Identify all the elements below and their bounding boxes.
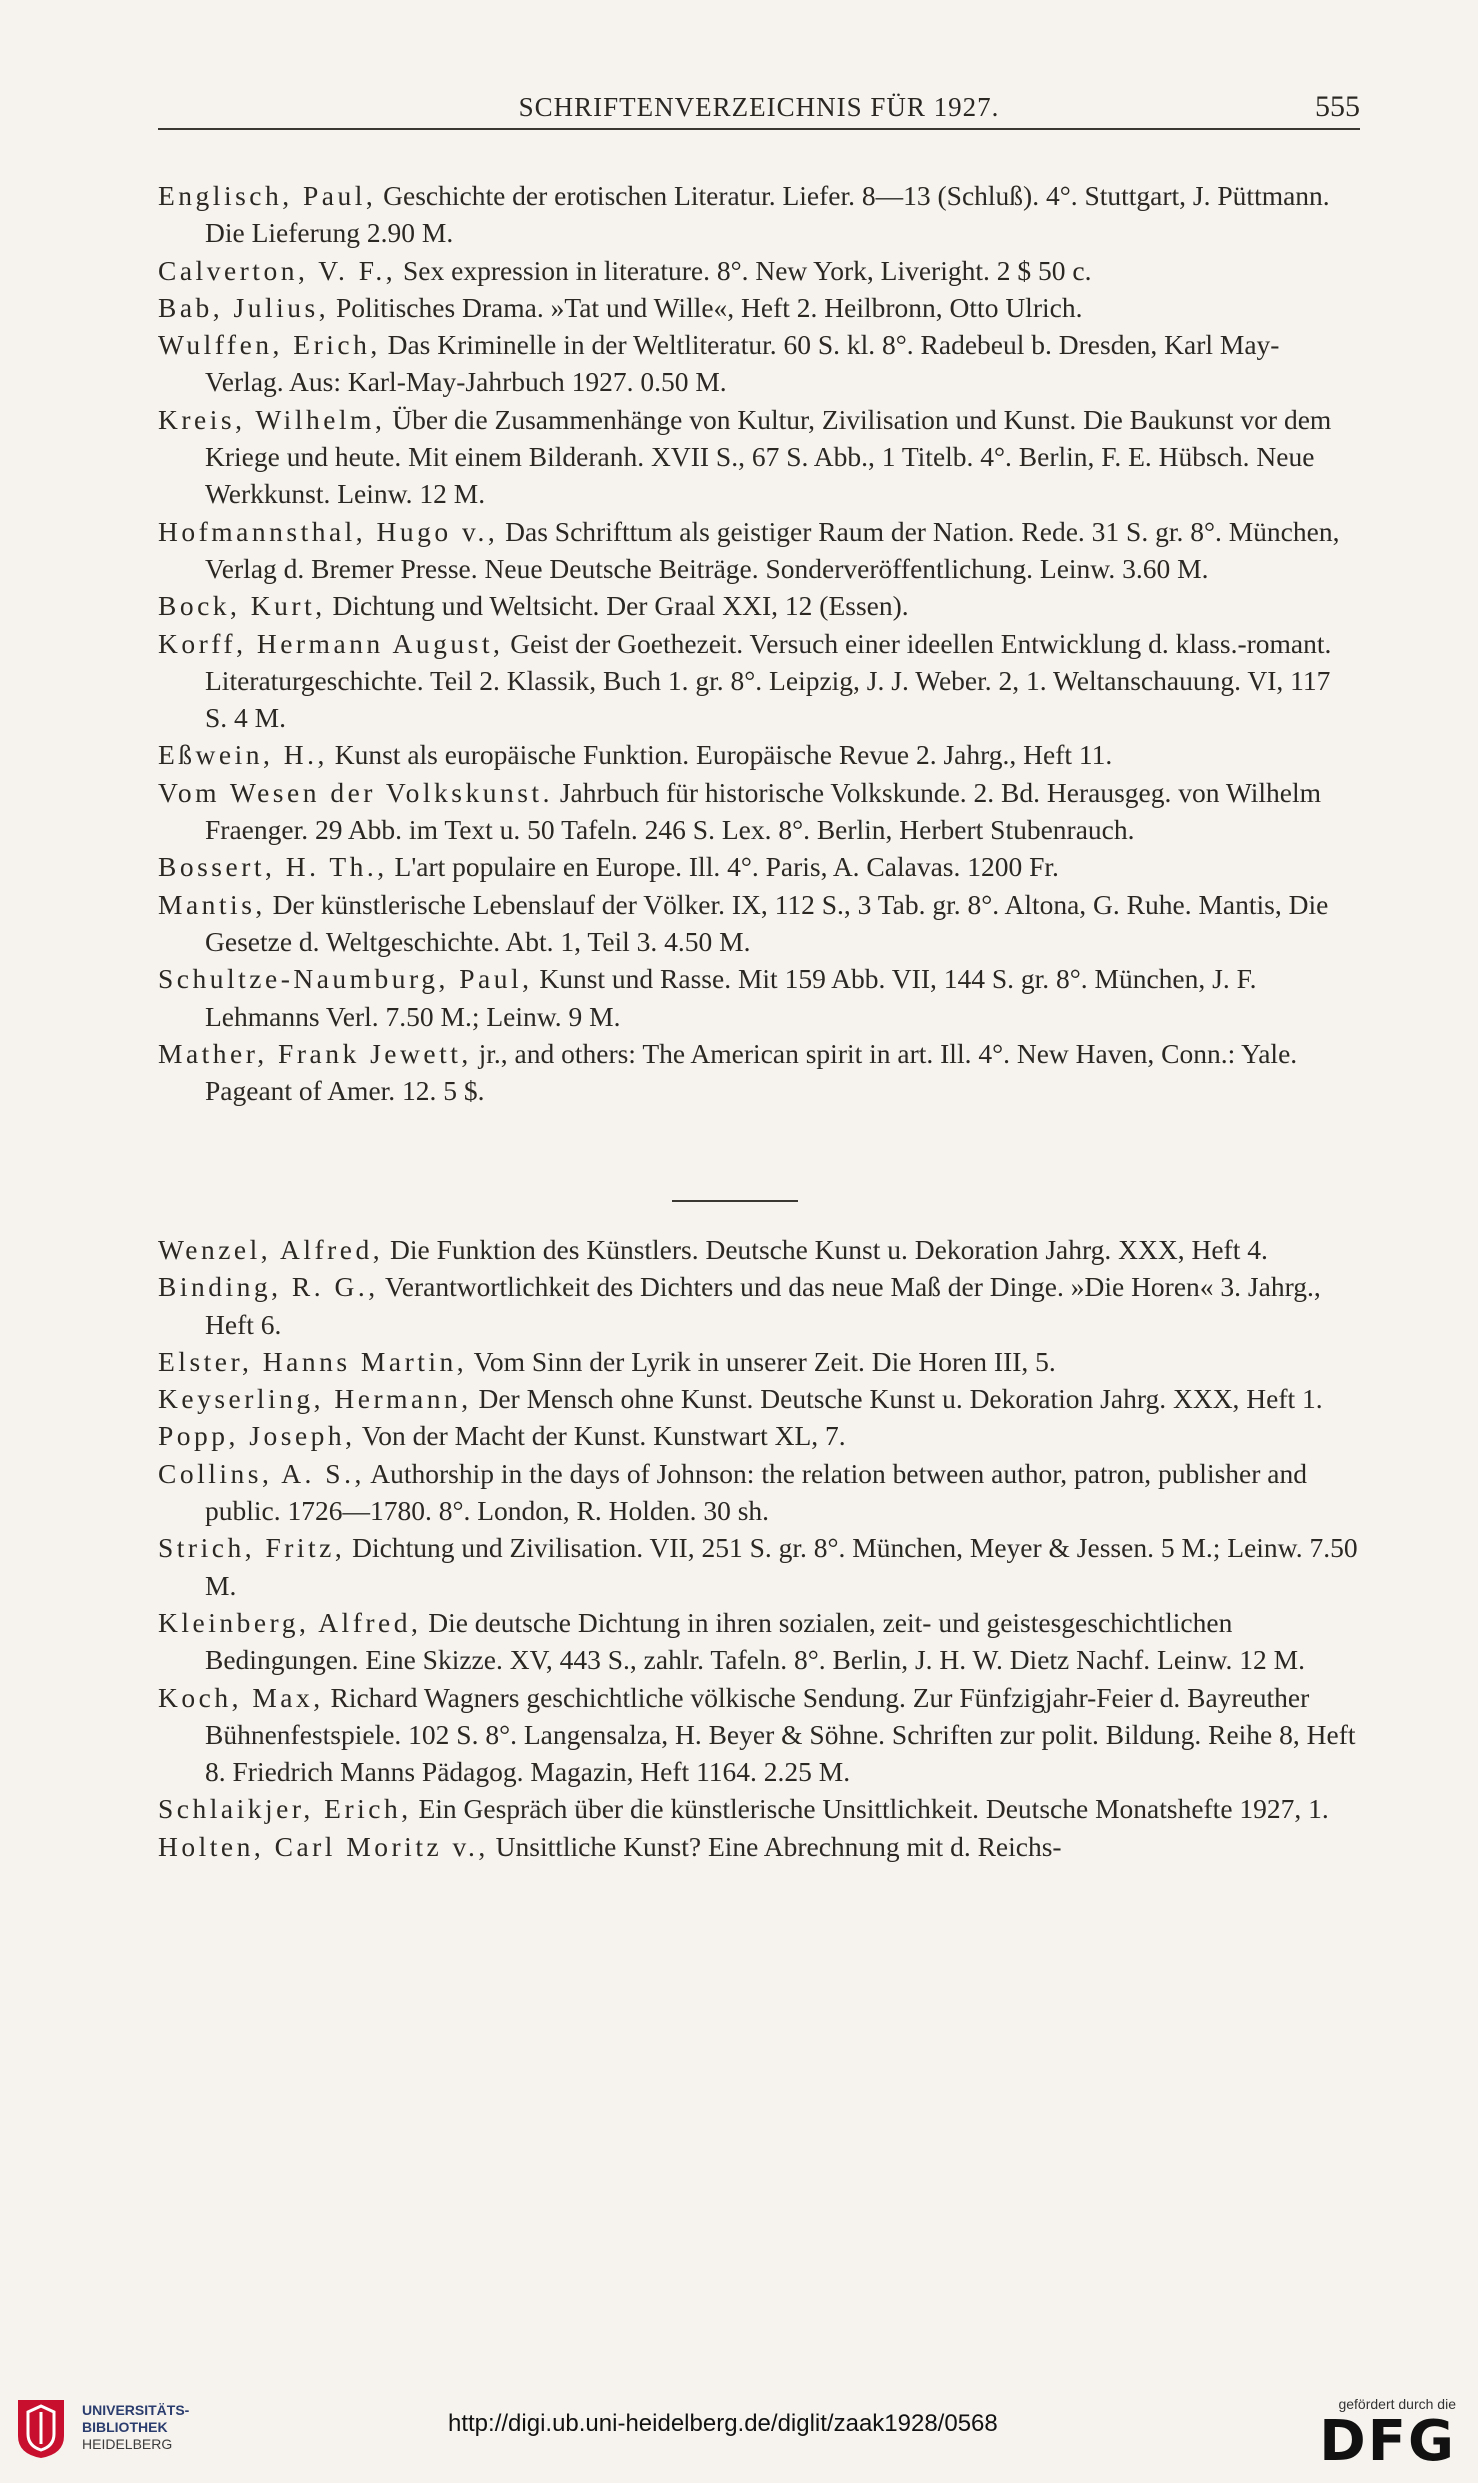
entry-text: Jahrbuch für historische Volkskunde. 2. Bd. Herausgeg. von Wilhelm Fraenger. 29 Abb. im Text u. 50 Tafeln. 246 S. Lex. 8°. Berlin, Herbert Stubenrauch. <box>205 776 1321 846</box>
bibliography-entry <box>158 252 1358 289</box>
library-name-line2: BIBLIOTHEK <box>82 2419 168 2435</box>
bibliography-entry <box>158 774 1358 849</box>
entry-author: Bock, Kurt, <box>158 590 326 622</box>
entry-text: Der künstlerische Lebenslauf der Völker. IX, 112 S., 3 Tab. gr. 8°. Altona, G. Ruhe. Mantis, Die Gesetze d. Weltgeschichte. Abt. 1, Teil 3. 4.50 M. <box>205 888 1329 957</box>
section-divider <box>672 1200 798 1202</box>
running-title: SCHRIFTENVERZEICHNIS FÜR 1927. <box>518 92 1000 122</box>
bibliography-entry <box>158 1380 1358 1417</box>
entry-author: Mantis, <box>158 888 266 920</box>
bibliography-entry <box>158 1828 1358 1865</box>
entry-text: Richard Wagners geschichtliche völkische Sendung. Zur Fünfzigjahr-Feier d. Bayreuther Bühnenfestspiele. 102 S. 8°. Langensalza, H. Beyer & Söhne. Schriften zur polit. Bildung. Reihe 8, Heft 8. Friedrich Manns Pädagog. Magazin, Heft 1164. 2.25 M. <box>205 1681 1356 1788</box>
bibliography-entry <box>158 1231 1358 1268</box>
entry-text: Von der Macht der Kunst. Kunstwart XL, 7. <box>361 1420 846 1452</box>
entry-text: Der Mensch ohne Kunst. Deutsche Kunst u. Dekoration Jahrg. XXX, Heft 1. <box>478 1383 1323 1415</box>
funding-note: gefördert durch die <box>1338 2396 1456 2412</box>
entry-author: Keyserling, Hermann, <box>158 1383 472 1415</box>
bibliography-entry <box>158 513 1358 588</box>
bibliography-entry <box>158 1455 1358 1530</box>
entry-text: Das Schrifttum als geistiger Raum der Nation. Rede. 31 S. gr. 8°. München, Verlag d. Bremer Presse. Neue Deutsche Beiträge. Sonderveröffentlichung. Leinw. 3.60 M. <box>205 515 1340 584</box>
entry-author: Strich, Fritz, <box>158 1532 346 1564</box>
entry-author: Koch, Max, <box>158 1681 324 1713</box>
entry-text: Verantwortlichkeit des Dichters und das neue Maß der Dinge. »Die Horen« 3. Jahrg., Heft 6. <box>205 1271 1321 1340</box>
entry-author: Elster, Hanns Martin, <box>158 1345 468 1377</box>
library-name-line3: HEIDELBERG <box>82 2436 173 2452</box>
permalink-url[interactable]: http://digi.ub.uni-heidelberg.de/diglit/zaak1928/0568 <box>448 2410 998 2437</box>
entry-author: Eßwein, H., <box>158 739 328 771</box>
bibliography-entry <box>158 1268 1358 1343</box>
entry-text: Ein Gespräch über die künstlerische Unsittlichkeit. Deutsche Monatshefte 1927, 1. <box>418 1793 1329 1825</box>
entry-text: L'art populaire en Europe. Ill. 4°. Paris, A. Calavas. 1200 Fr. <box>394 851 1059 883</box>
entry-author: Bossert, H. Th., <box>158 851 388 883</box>
entry-text: Die deutsche Dichtung in ihren sozialen, zeit- und geistesgeschichtlichen Bedingungen. Eine Skizze. XV, 443 S., zahlr. Tafeln. 8°. Berlin, J. H. W. Dietz Nachf. Leinw. 12 M. <box>205 1606 1305 1676</box>
university-seal-icon <box>14 2396 68 2460</box>
bibliography-entry <box>158 736 1358 773</box>
entry-text: Vom Sinn der Lyrik in unserer Zeit. Die Horen III, 5. <box>473 1345 1056 1377</box>
entry-text: Politisches Drama. »Tat und Wille«, Heft 2. Heilbronn, Otto Ulrich. <box>335 291 1083 323</box>
entry-author: Schlaikjer, Erich, <box>158 1793 412 1825</box>
bibliography-entry <box>158 848 1358 885</box>
entry-text: Unsittliche Kunst? Eine Abrechnung mit d. Reichs- <box>495 1830 1062 1862</box>
bibliography-entry <box>158 401 1358 513</box>
entry-author: Binding, R. G., <box>158 1271 379 1303</box>
entry-text: Dichtung und Zivilisation. VII, 251 S. gr. 8°. München, Meyer & Jessen. 5 M.; Leinw. 7.50 M. <box>205 1532 1358 1601</box>
entry-text: Die Funktion des Künstlers. Deutsche Kunst u. Dekoration Jahrg. XXX, Heft 4. <box>390 1234 1268 1265</box>
bibliography-entry <box>158 1035 1358 1110</box>
entry-author: Bab, Julius, <box>158 291 330 323</box>
entry-author: Wenzel, Alfred, <box>158 1234 384 1265</box>
bibliography-entry <box>158 177 1358 252</box>
entry-author: Kleinberg, Alfred, <box>158 1606 422 1638</box>
entry-author: Holten, Carl Moritz v., <box>158 1830 489 1862</box>
bibliography-entry <box>158 1343 1358 1380</box>
dfg-logo: DFG <box>1319 2409 1456 2474</box>
entry-text: Authorship in the days of Johnson: the relation between author, patron, publisher and public. 1726—1780. 8°. London, R. Holden. 30 sh. <box>205 1457 1307 1527</box>
funder-block <box>1306 2396 1456 2472</box>
entry-author: Calverton, V. F., <box>158 254 397 286</box>
bibliography-entry <box>158 1529 1358 1604</box>
bibliography-entry <box>158 1679 1358 1791</box>
bibliography-list-bottom <box>158 1231 1358 1865</box>
entry-author: Korff, Hermann August, <box>158 627 504 659</box>
digitization-footer <box>0 2388 1478 2483</box>
entry-text: Über die Zusammenhänge von Kultur, Zivilisation und Kunst. Die Baukunst vor dem Kriege und heute. Mit einem Bilderanh. XVII S., 67 S. Abb., 1 Titelb. 4°. Berlin, F. E. Hübsch. Neue Werkkunst. Leinw. 12 M. <box>205 403 1332 510</box>
bibliography-entry <box>158 960 1358 1035</box>
library-name-line1: UNIVERSITÄTS- <box>82 2402 190 2418</box>
entry-text: Geschichte der erotischen Literatur. Liefer. 8—13 (Schluß). 4°. Stuttgart, J. Püttmann. Die Lieferung 2.90 M. <box>205 180 1330 249</box>
entry-text: Kunst und Rasse. Mit 159 Abb. VII, 144 S. gr. 8°. München, J. F. Lehmanns Verl. 7.50 M.; Leinw. 9 M. <box>205 963 1257 1032</box>
entry-author: Hofmannsthal, Hugo v., <box>158 515 499 547</box>
bibliography-list-top <box>158 177 1358 1109</box>
entry-text: Das Kriminelle in der Weltliteratur. 60 S. kl. 8°. Radebeul b. Dresden, Karl May-Verlag. Aus: Karl-May-Jahrbuch 1927. 0.50 M. <box>205 329 1280 398</box>
entry-text: jr., and others: The American spirit in art. Ill. 4°. New Haven, Conn.: Yale. Pageant of Amer. 12. 5 $. <box>205 1037 1298 1107</box>
running-header <box>158 88 1360 130</box>
entry-text: Kunst als europäische Funktion. Europäische Revue 2. Jahrg., Heft 11. <box>334 739 1113 771</box>
entry-author: Mather, Frank Jewett, <box>158 1037 472 1069</box>
bibliography-entry <box>158 1790 1358 1827</box>
bibliography-entry <box>158 1604 1358 1679</box>
bibliography-entry <box>158 587 1358 624</box>
entry-author: Collins, A. S., <box>158 1457 365 1489</box>
bibliography-entry <box>158 625 1358 737</box>
entry-author: Englisch, Paul, <box>158 180 377 211</box>
entry-author: Vom Wesen der Volkskunst. <box>158 776 553 808</box>
bibliography-entry <box>158 886 1358 961</box>
entry-text: Sex expression in literature. 8°. New York, Liveright. 2 $ 50 c. <box>402 254 1092 286</box>
bibliography-entry <box>158 326 1358 401</box>
bibliography-entry <box>158 289 1358 326</box>
entry-author: Popp, Joseph, <box>158 1420 356 1452</box>
bibliography-entry <box>158 1417 1358 1454</box>
entry-text: Geist der Goethezeit. Versuch einer ideellen Entwicklung d. klass.-romant. Literaturgeschichte. Teil 2. Klassik, Buch 1. gr. 8°. Leipzig, J. J. Weber. 2, 1. Weltanschauung. VI, 117 S. 4 M. <box>205 627 1332 734</box>
entry-author: Wulffen, Erich, <box>158 329 381 361</box>
entry-author: Kreis, Wilhelm, <box>158 403 386 435</box>
page-number: 555 <box>1315 90 1360 123</box>
entry-text: Dichtung und Weltsicht. Der Graal XXI, 12 (Essen). <box>332 590 909 622</box>
entry-author: Schultze-Naumburg, Paul, <box>158 963 533 995</box>
